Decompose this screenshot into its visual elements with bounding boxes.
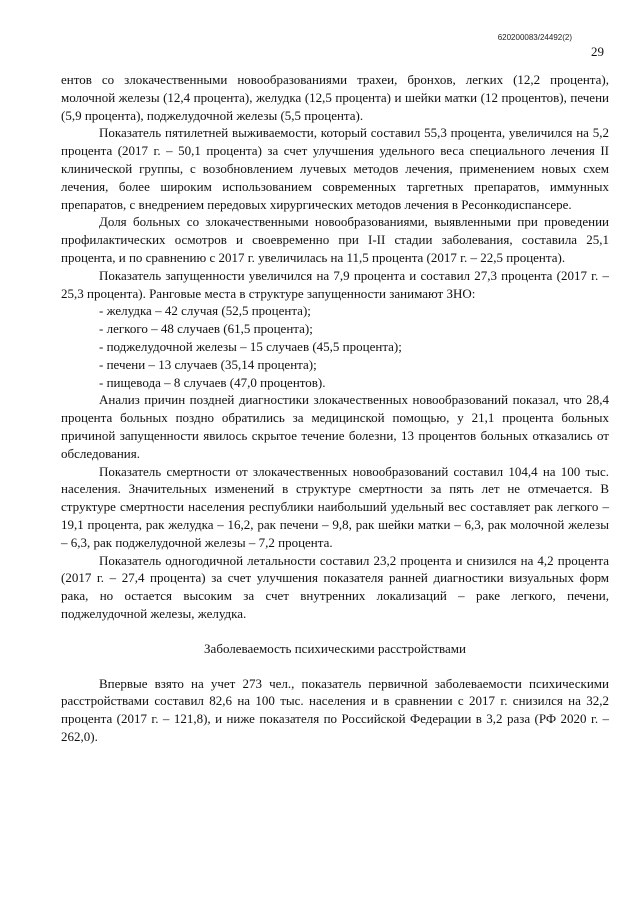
paragraph-mental-disorders: Впервые взято на учет 273 чел., показатель первичной заболеваемости психическими расстройствами составил 82,6 на 100 тыс. населения и в сравнении с 2017 г. снизился на 32,2 процента (2017 г. – 121,8), и ниже показателя по Российской Федерации в 3,2 раза (РФ 2020 г. – 262,0). <box>61 675 609 744</box>
paragraph-mortality: Показатель смертности от злокачественных новообразований составил 104,4 на 100 тыс. населения. Значительных изменений в структуре смертности за пять лет не отмечается. В структуре смертности населения республики наибольший удельный вес составляет рак легкого – 19,1 процента, рак желудка – 16,2, рак печени – 9,8, рак шейки матки – 6,3, рак молочной железы – 6,3, рак поджелудочной железы – 7,2 процента. <box>61 463 609 550</box>
paragraph-lethality: Показатель одногодичной летальности составил 23,2 процента и снизился на 4,2 процента (2017 г. – 27,4 процента) за счет улучшения показателя ранней диагностики визуальных форм рака, но остается высоким за счет внутренних локализаций – раке легкого, печени, поджелудочной железы, желудка. <box>61 552 609 621</box>
list-item: - пищевода – 8 случаев (47,0 процентов). <box>99 374 326 390</box>
list-item: - желудка – 42 случая (52,5 процента); <box>99 303 311 319</box>
paragraph-survival: Показатель пятилетней выживаемости, который составил 55,3 процента, увеличился на 5,2 процента (2017 г. – 50,1 процента) за счет улучшения удельного веса специального лечения II клинической группы, с возобновлением лучевых методов лечения, применением новых схем лечения, более широким использованием современных таргетных препаратов, иммунных препаратов, с внедрением передовых хирургических методов лечения в Ресонкодиспансере. <box>61 125 609 212</box>
page-number: 29 <box>591 44 604 59</box>
paragraph-late-diagnosis: Анализ причин поздней диагностики злокачественных новообразований показал, что 28,4 процента больных поздно обратились за медицинской помощью, у 21,1 процента больных причиной запущенности явилось скрытое течение болезни, 13 процентов больных отказались от обследования. <box>61 392 609 461</box>
document-code: 620200083/24492(2) <box>497 33 572 42</box>
list-item: - поджелудочной железы – 15 случаев (45,5 процента); <box>99 338 402 354</box>
paragraph-early-detection: Доля больных со злокачественными новообразованиями, выявленными при проведении профилактических осмотров и своевременно при I-II стадии заболевания, составила 25,1 процента, и по сравнению с 2017 г. увеличилась на 11,5 процента (2017 г. – 22,5 процента). <box>61 214 609 265</box>
body-text <box>61 71 609 746</box>
section-heading: Заболеваемость психическими расстройствами <box>204 640 466 656</box>
paragraph-neglect: Показатель запущенности увеличился на 7,9 процента и составил 27,3 процента (2017 г. – 25,3 процента). Ранговые места в структуре запущенности занимают ЗНО: <box>61 267 609 301</box>
paragraph-continuation: ентов со злокачественными новообразованиями трахеи, бронхов, легких (12,2 процента), молочной железы (12,4 процента), желудка (12,5 процента) и шейки матки (12 процентов), печени (5,9 процента), поджелудочной железы (5,5 процента). <box>61 72 609 123</box>
list-item: - легкого – 48 случаев (61,5 процента); <box>99 321 313 337</box>
list-item: - печени – 13 случаев (35,14 процента); <box>99 356 317 372</box>
